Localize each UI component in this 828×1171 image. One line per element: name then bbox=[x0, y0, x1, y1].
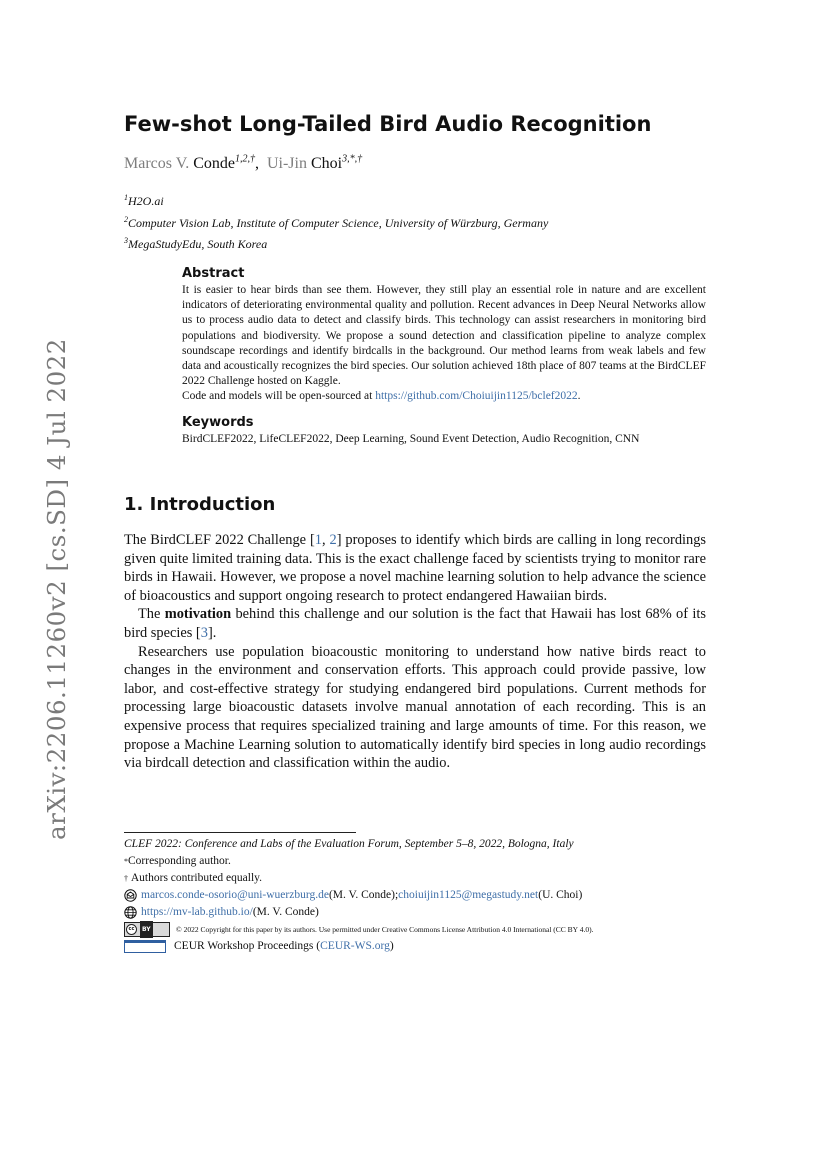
website-line bbox=[124, 904, 706, 921]
text-run: , bbox=[321, 532, 330, 548]
keywords-section bbox=[182, 415, 706, 447]
footnote-text: CEUR Workshop Proceedings ( bbox=[174, 940, 321, 952]
affiliation-item bbox=[124, 232, 548, 254]
text-run: ] proposes to identify which birds are calling in long recordings given quite limited training data. This is the exact challenge faced by scientists trying to monitor rare birds in Hawaii. However, we propose a novel machine learning solution to help advance the science of bioacoustics and support ongoing research to protect endangered Hawaiian birds. bbox=[124, 532, 707, 604]
abstract-body bbox=[182, 283, 706, 405]
paragraph bbox=[124, 605, 706, 642]
author-2[interactable] bbox=[263, 155, 362, 172]
author-family-name: Choi bbox=[310, 155, 343, 173]
author-1[interactable]: Marcos V. Conde$^{1,2,\dagger}$, bbox=[124, 154, 263, 173]
affiliation-mark: 1 bbox=[124, 193, 128, 202]
paragraph bbox=[124, 531, 706, 605]
ceur-line bbox=[124, 938, 706, 955]
globe-icon bbox=[124, 906, 137, 919]
cc-by-badge[interactable]: cc BY bbox=[124, 922, 170, 937]
paper-title: Few-shot Long-Tailed Bird Audio Recognition bbox=[124, 112, 652, 136]
citation-link[interactable]: 2 bbox=[329, 532, 337, 548]
arxiv-side-stamp[interactable]: arXiv:2206.11260v2 [cs.SD] 4 Jul 2022 bbox=[42, 338, 71, 840]
citation-link[interactable]: 3 bbox=[200, 624, 208, 641]
code-link[interactable]: https://github.com/Choiuijin1125/bclef2022 bbox=[375, 390, 578, 403]
intro-heading: 1. Introduction bbox=[124, 494, 276, 515]
footnote-text: (M. V. Conde); bbox=[328, 889, 399, 901]
affiliations bbox=[124, 189, 548, 254]
text-run: behind this challenge and our solution is the fact that Hawaii has lost 68% of its bird species [ bbox=[124, 606, 706, 641]
paragraph: Researchers use population bioacoustic monitoring to understand how native birds react to changes in the environment and conservation efforts. This approach could provide passive, low labor, and cost-effective strategy for studying endangered bird populations. Current methods for processing large bioacoustic datasets involve manual annotation of each recording. This is an expensive process that requires specialized training and large amounts of time. For this reason, we propose a Machine Learning solution to automatically identify bird species in long audio recordings via birdcall detection and classification within the audio. bbox=[124, 643, 706, 772]
ceur-link[interactable]: CEUR-WS.org bbox=[320, 940, 390, 952]
text-run: The BirdCLEF 2022 Challenge [ bbox=[124, 532, 315, 548]
footnote-text: Corresponding author. bbox=[128, 855, 231, 867]
text-run: ]. bbox=[207, 624, 217, 641]
text-run: The bbox=[138, 606, 165, 623]
equal-contribution-note bbox=[124, 870, 706, 887]
conference-note: CLEF 2022: Conference and Labs of the Evaluation Forum, September 5–8, 2022, Bologna, Italy bbox=[124, 838, 574, 850]
intro-body bbox=[124, 531, 706, 773]
affiliation-item bbox=[124, 189, 548, 211]
affiliation-mark: 3 bbox=[124, 236, 128, 245]
affiliation-item bbox=[124, 211, 548, 233]
keywords-heading: Keywords bbox=[182, 415, 254, 430]
footnote-text: ) bbox=[389, 940, 394, 952]
affiliation-text: MegaStudyEdu, South Korea bbox=[128, 237, 268, 251]
author-given-name: Marcos V. bbox=[124, 155, 190, 173]
copyright-text: © 2022 Copyright for this paper by its authors. Use permitted under Creative Commons License Attribution 4.0 International (CC BY 4.0). bbox=[176, 925, 594, 934]
affiliation-text: Computer Vision Lab, Institute of Computer Science, University of Würzburg, Germany bbox=[128, 215, 549, 230]
corresponding-note bbox=[124, 853, 706, 870]
footnote-mark: * bbox=[124, 857, 128, 866]
author-marks: 3,*,† bbox=[342, 154, 363, 165]
footnote-text: Authors contributed equally. bbox=[130, 872, 263, 884]
email-link-1[interactable]: marcos.conde-osorio@uni-wuerzburg.de bbox=[141, 889, 329, 901]
abstract-heading: Abstract bbox=[182, 266, 245, 281]
footnote-mark: † bbox=[124, 874, 128, 883]
citation-link[interactable]: 1 bbox=[314, 532, 322, 548]
footnote-text: (U. Choi) bbox=[538, 889, 583, 901]
affiliation-text: H2O.ai bbox=[128, 194, 164, 208]
email-link-2[interactable]: choiuijin1125@megastudy.net bbox=[398, 889, 539, 901]
keywords-text: BirdCLEF2022, LifeCLEF2022, Deep Learning, Sound Event Detection, Audio Recognition, CNN bbox=[182, 433, 640, 445]
author-list bbox=[124, 154, 362, 173]
affiliation-mark: 2 bbox=[124, 214, 128, 224]
code-suffix: . bbox=[577, 390, 581, 403]
website-link[interactable]: https://mv-lab.github.io/ bbox=[141, 906, 253, 918]
bold-term: motivation bbox=[164, 606, 232, 623]
author-family-name: Conde bbox=[193, 155, 235, 173]
author-marks: 1,2,† bbox=[234, 154, 255, 165]
email-line bbox=[124, 887, 706, 904]
envelope-icon bbox=[124, 889, 137, 902]
code-prefix: Code and models will be open-sourced at bbox=[182, 390, 376, 403]
author-given-name: Ui-Jin bbox=[266, 155, 307, 173]
ceur-logo bbox=[124, 940, 166, 953]
abstract-text: It is easier to hear birds than see them. However, they still play an essential role in nature and are excellent indicators of deteriorating environmental quality and pollution. Recent advances in Deep Neural Networks allow us to process audio data to detect and classify birds. This technology can assist researchers in monitoring bird populations and biodiversity. We propose a sound detection and classification pipeline to analyze complex soundscape recordings and identify birdcalls in the background. Our method learns from weak labels and few data and acoustically recognizes the bird species. Our solution achieved 18th place of 807 teams at the BirdCLEF 2022 Challenge hosted on Kaggle. bbox=[182, 284, 706, 388]
footnotes bbox=[124, 836, 706, 955]
footnote-text: (M. V. Conde) bbox=[252, 906, 319, 918]
copyright-line bbox=[124, 921, 706, 938]
abstract-section bbox=[182, 266, 706, 405]
footnote-rule bbox=[124, 832, 356, 833]
